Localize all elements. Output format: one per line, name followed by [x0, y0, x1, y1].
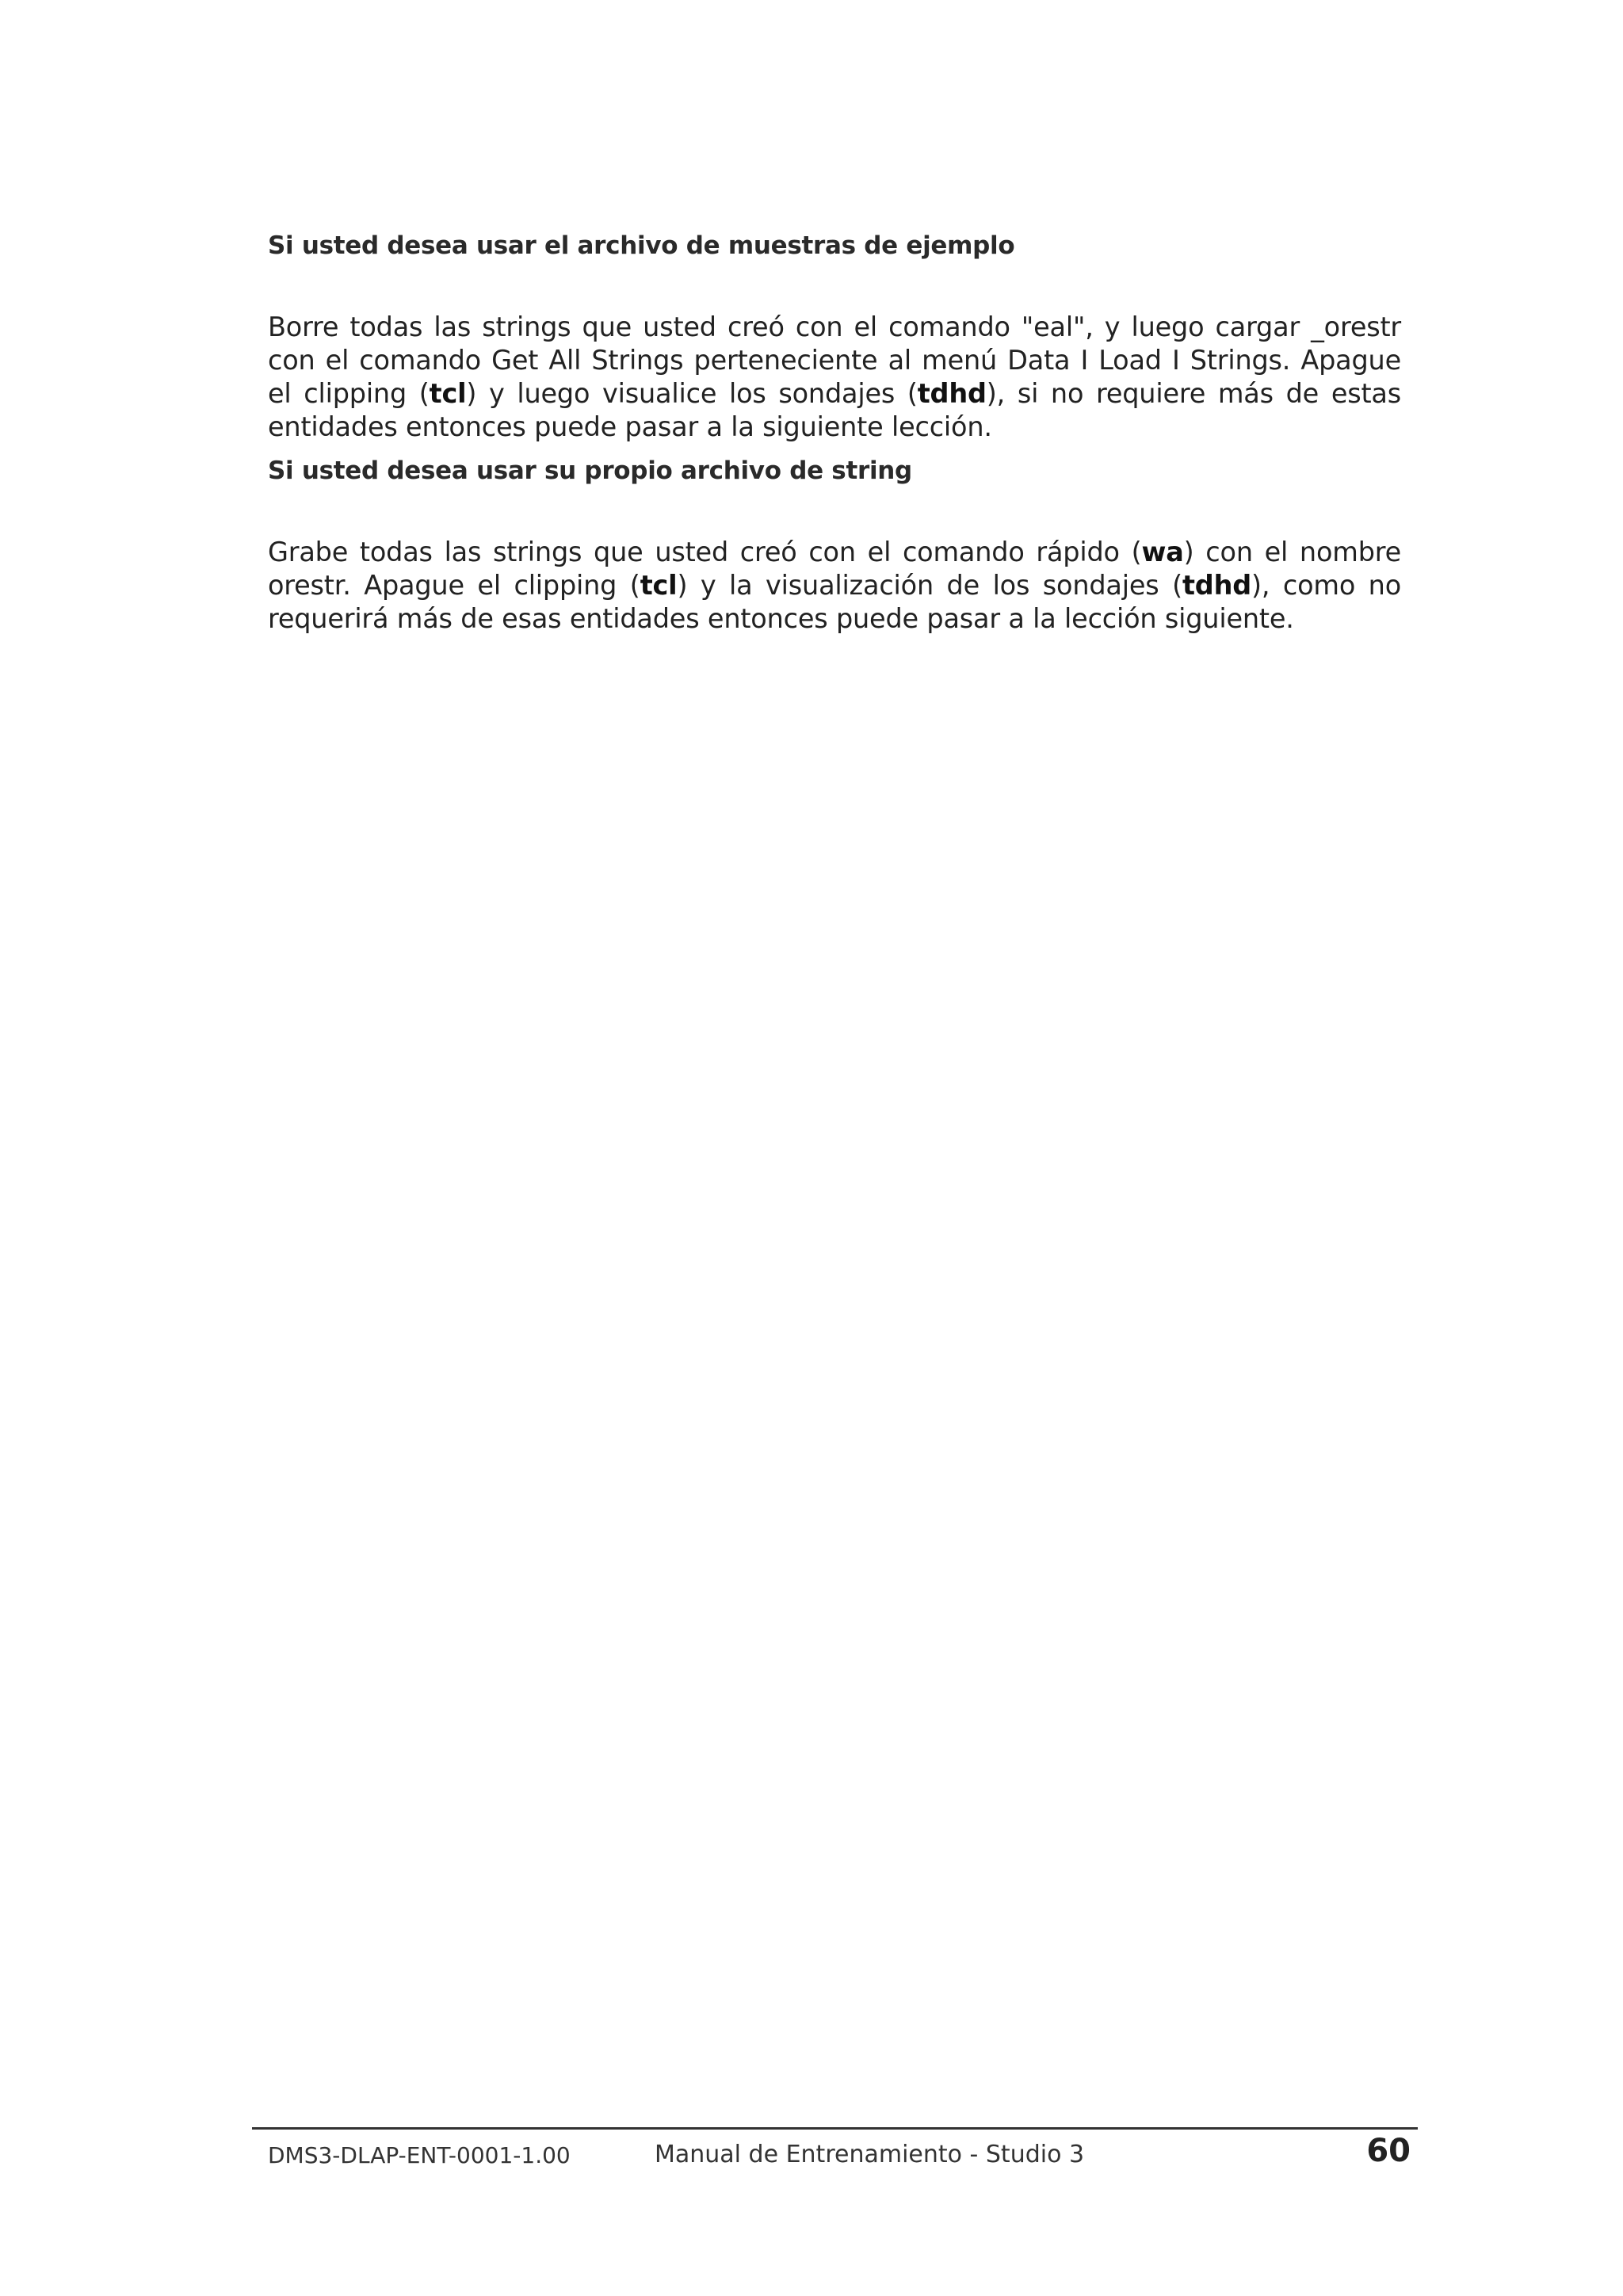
page-number: 60: [1366, 2133, 1411, 2169]
footer-divider: [252, 2127, 1418, 2130]
paragraph-text: ), como no requerirá más de esas entidades entonces puede pasar a la lección siguiente.: [268, 570, 1402, 634]
command-tcl: tcl: [429, 378, 467, 409]
section-heading-sample-file: Si usted desea usar el archivo de muestras de ejemplo: [268, 231, 1015, 260]
paragraph-text: ) y luego visualice los sondajes (: [466, 378, 918, 409]
paragraph-text: Borre todas las strings que usted creó con el comando "eal", y luego cargar _orestr con el comando Get All Strings perteneciente al menú Data I Load I Strings. Apague el clipping (: [268, 311, 1401, 409]
page-content: [268, 230, 1401, 636]
section-heading-own-file: Si usted desea usar su propio archivo de string: [268, 457, 912, 485]
command-tdhd: tdhd: [1182, 570, 1251, 601]
command-wa: wa: [1141, 537, 1184, 567]
paragraph-text: ) con el nombre orestr. Apague el clipping (: [268, 537, 1401, 601]
command-tcl: tcl: [640, 570, 678, 601]
section-paragraph-sample-file: [268, 311, 1401, 444]
paragraph-text: ) y la visualización de los sondajes (: [677, 570, 1182, 601]
paragraph-text: ), si no requiere más de estas entidades entonces puede pasar a la siguiente lección.: [268, 378, 1401, 442]
section-paragraph-own-file: [268, 536, 1401, 636]
footer-manual-title: Manual de Entrenamiento - Studio 3: [655, 2141, 1085, 2168]
footer-document-id: DMS3-DLAP-ENT-0001-1.00: [268, 2142, 571, 2168]
paragraph-text: Grabe todas las strings que usted creó con el comando rápido (: [268, 537, 1142, 567]
command-tdhd: tdhd: [917, 378, 987, 409]
